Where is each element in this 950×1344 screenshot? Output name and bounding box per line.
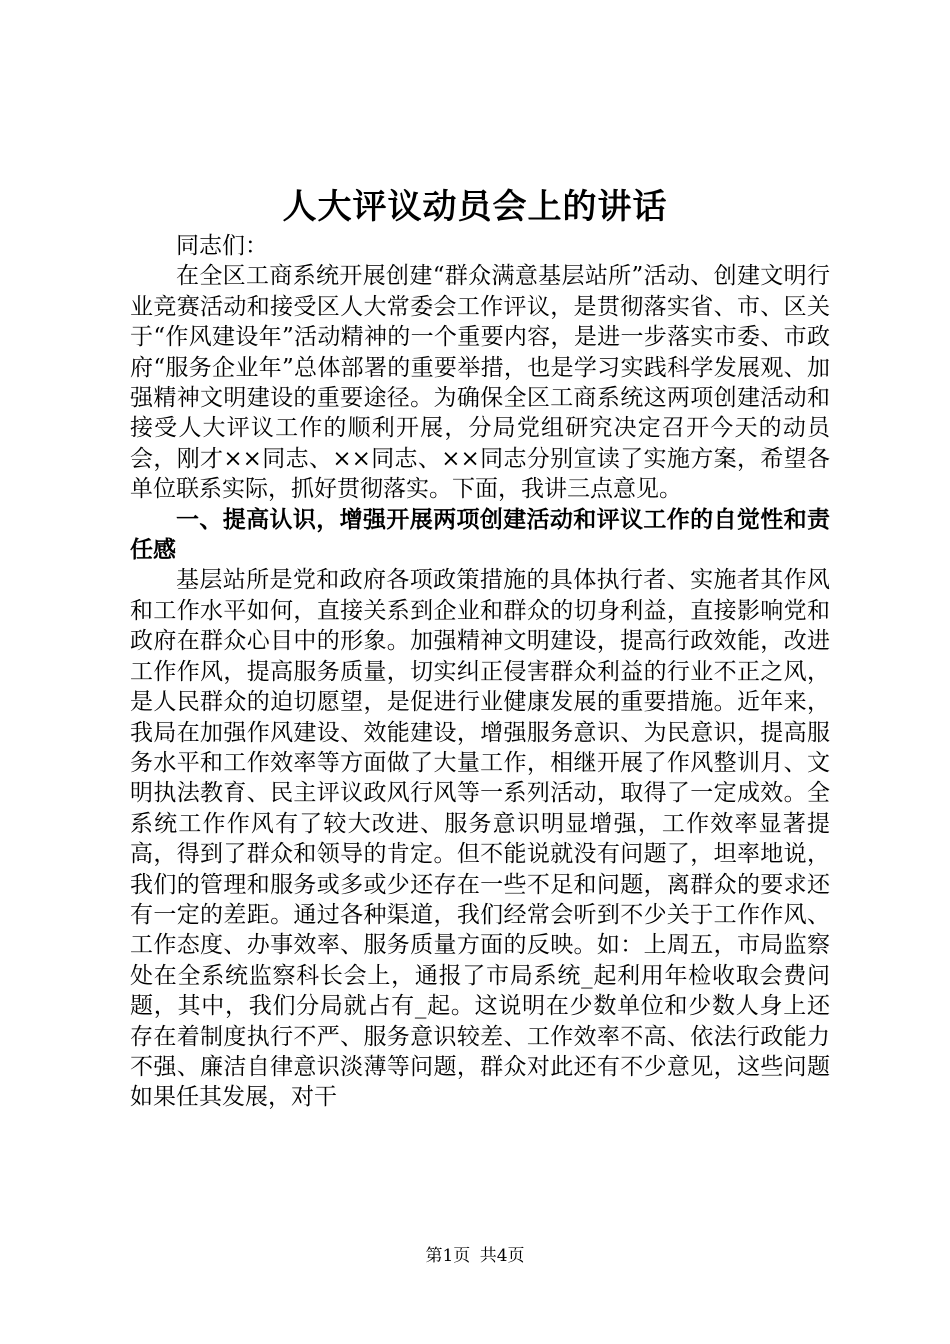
page-number-current: 第1页 (425, 1246, 471, 1266)
document-title: 人大评议动员会上的讲话 (282, 187, 668, 227)
page-number-total: 共4页 (479, 1246, 525, 1266)
page-footer (0, 1244, 950, 1268)
greeting: 同志们： (176, 233, 268, 259)
section-heading: 一、提高认识，增强开展两项创建活动和评议工作的自觉性和责任感 (130, 505, 830, 564)
paragraph-section-1: 基层站所是党和政府各项政策措施的具体执行者、实施者其作风和工作水平如何，直接关系到企业和群众的切身利益，直接影响党和政府在群众心目中的形象。加强精神文明建设，提高行政效能，改进工作作风，提高服务质量，切实纠正侵害群众利益的行业不正之风，是人民群众的迫切愿望，是促进行业健康发展的重要措施。近年来，我局在加强作风建设、效能建设，增强服务意识、为民意识，提高服务水平和工作效率等方面做了大量工作，相继开展了作风整训月、文明执法教育、民主评议政风行风等一系列活动，取得了一定成效。全系统工作作风有了较大改进、服务意识明显增强，工作效率显著提高，得到了群众和领导的肯定。但不能说就没有问题了，坦率地说，我们的管理和服务或多或少还存在一些不足和问题，离群众的要求还有一定的差距。通过各种渠道，我们经常会听到不少关于工作作风、工作态度、办事效率、服务质量方面的反映。如：上周五，市局监察处在全系统监察科长会上，通报了市局系统_起利用年检收取会费问题，其中，我们分局就占有_起。这说明在少数单位和少数人身上还存在着制度执行不严、服务意识较差、工作效率不高、依法行政能力不强、廉洁自律意识淡薄等问题，群众对此还有不少意见，这些问题如果任其发展，对干 (130, 567, 830, 1111)
paragraph-intro: 在全区工商系统开展创建“群众满意基层站所”活动、创建文明行业竞赛活动和接受区人大常委会工作评议，是贯彻落实省、市、区关于“作风建设年”活动精神的一个重要内容，是进一步落实市委、市政府“服务企业年”总体部署的重要举措，也是学习实践科学发展观、加强精神文明建设的重要途径。为确保全区工商系统这两项创建活动和接受人大评议工作的顺利开展，分局党组研究决定召开今天的动员会，刚才××同志、××同志、××同志分别宣读了实施方案，希望各单位联系实际，抓好贯彻落实。下面，我讲三点意见。 (130, 263, 830, 503)
document-body (130, 231, 830, 1113)
